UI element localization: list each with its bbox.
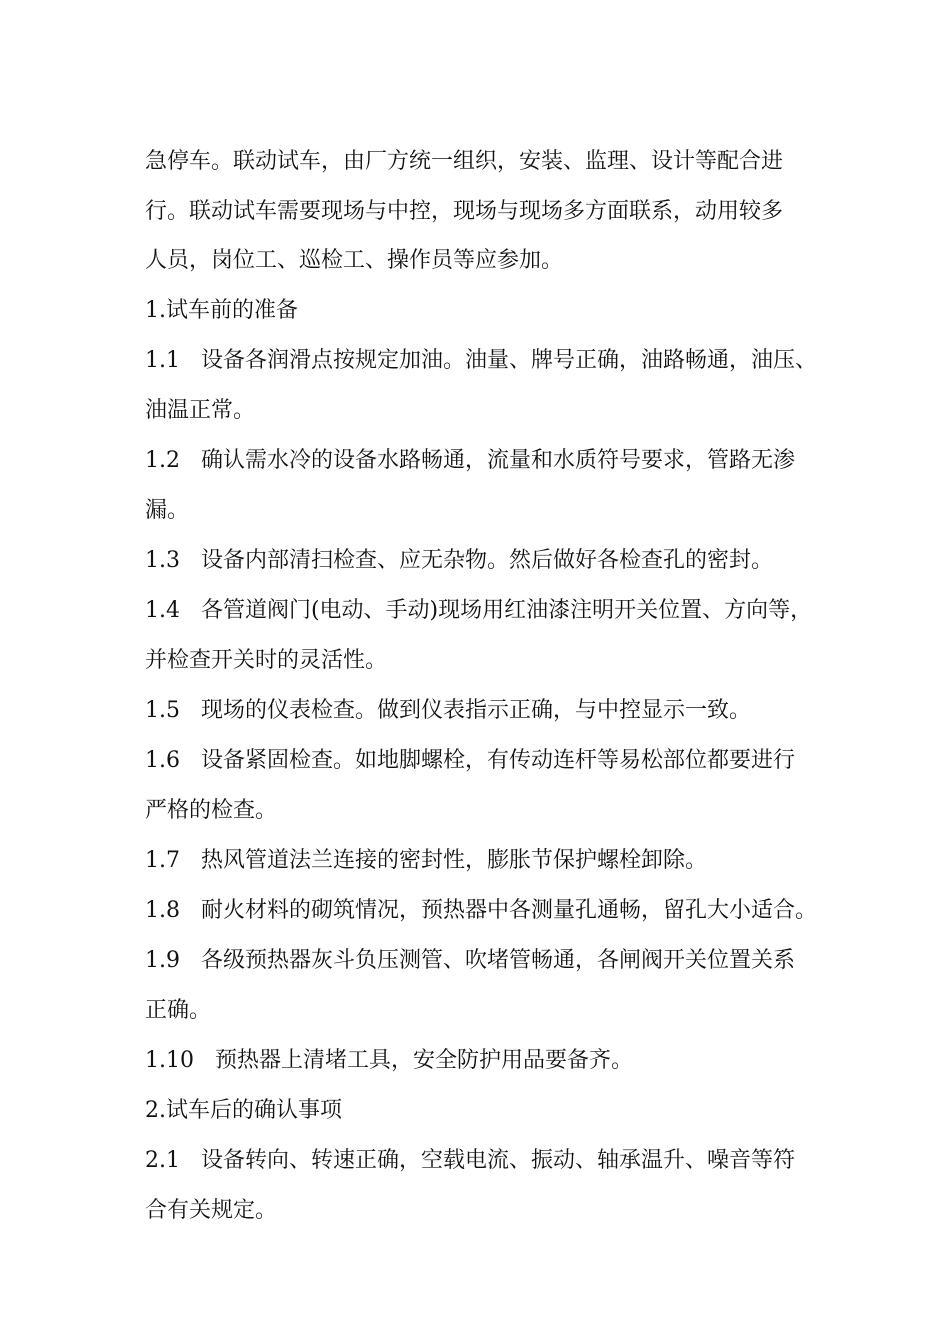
text-line: 1.5 现场的仪表检查。做到仪表指示正确，与中控显示一致。: [145, 698, 751, 723]
text-line: 1.9 各级预热器灰斗负压测管、吹堵管畅通，各闸阀开关位置关系: [145, 948, 795, 973]
text-line: 1.2 确认需水冷的设备水路畅通，流量和水质符号要求，管路无渗: [145, 448, 795, 473]
section-heading: 1.试车前的准备: [145, 298, 298, 323]
text-line: 1.6 设备紧固检查。如地脚螺栓，有传动连杆等易松部位都要进行: [145, 748, 795, 773]
text-line: 1.1 设备各润滑点按规定加油。油量、牌号正确，油路畅通，油压、: [145, 348, 817, 373]
text-line: 2.1 设备转向、转速正确，空载电流、振动、轴承温升、噪音等符: [145, 1148, 795, 1173]
text-line: 严格的检查。: [145, 798, 278, 823]
text-line: 人员，岗位工、巡检工、操作员等应参加。: [145, 248, 564, 273]
text-line: 1.3 设备内部清扫检查、应无杂物。然后做好各检查孔的密封。: [145, 548, 773, 573]
text-line: 急停车。联动试车，由厂方统一组织，安装、监理、设计等配合进: [145, 149, 784, 174]
text-line: 正确。: [145, 998, 212, 1023]
text-line: 1.10 预热器上清堵工具，安全防护用品要备齐。: [145, 1048, 633, 1073]
text-line: 并检查开关时的灵活性。: [145, 648, 388, 673]
text-line: 1.4 各管道阀门(电动、手动)现场用红油漆注明开关位置、方向等，: [145, 598, 813, 623]
text-line: 油温正常。: [145, 398, 256, 423]
text-line: 行。联动试车需要现场与中控，现场与现场多方面联系，动用较多: [145, 199, 784, 224]
text-line: 漏。: [145, 498, 190, 523]
text-line: 1.8 耐火材料的砌筑情况，预热器中各测量孔通畅，留孔大小适合。: [145, 898, 817, 923]
text-line: 合有关规定。: [145, 1198, 278, 1223]
section-heading: 2.试车后的确认事项: [145, 1098, 342, 1123]
text-line: 1.7 热风管道法兰连接的密封性，膨胀节保护螺栓卸除。: [145, 848, 707, 873]
